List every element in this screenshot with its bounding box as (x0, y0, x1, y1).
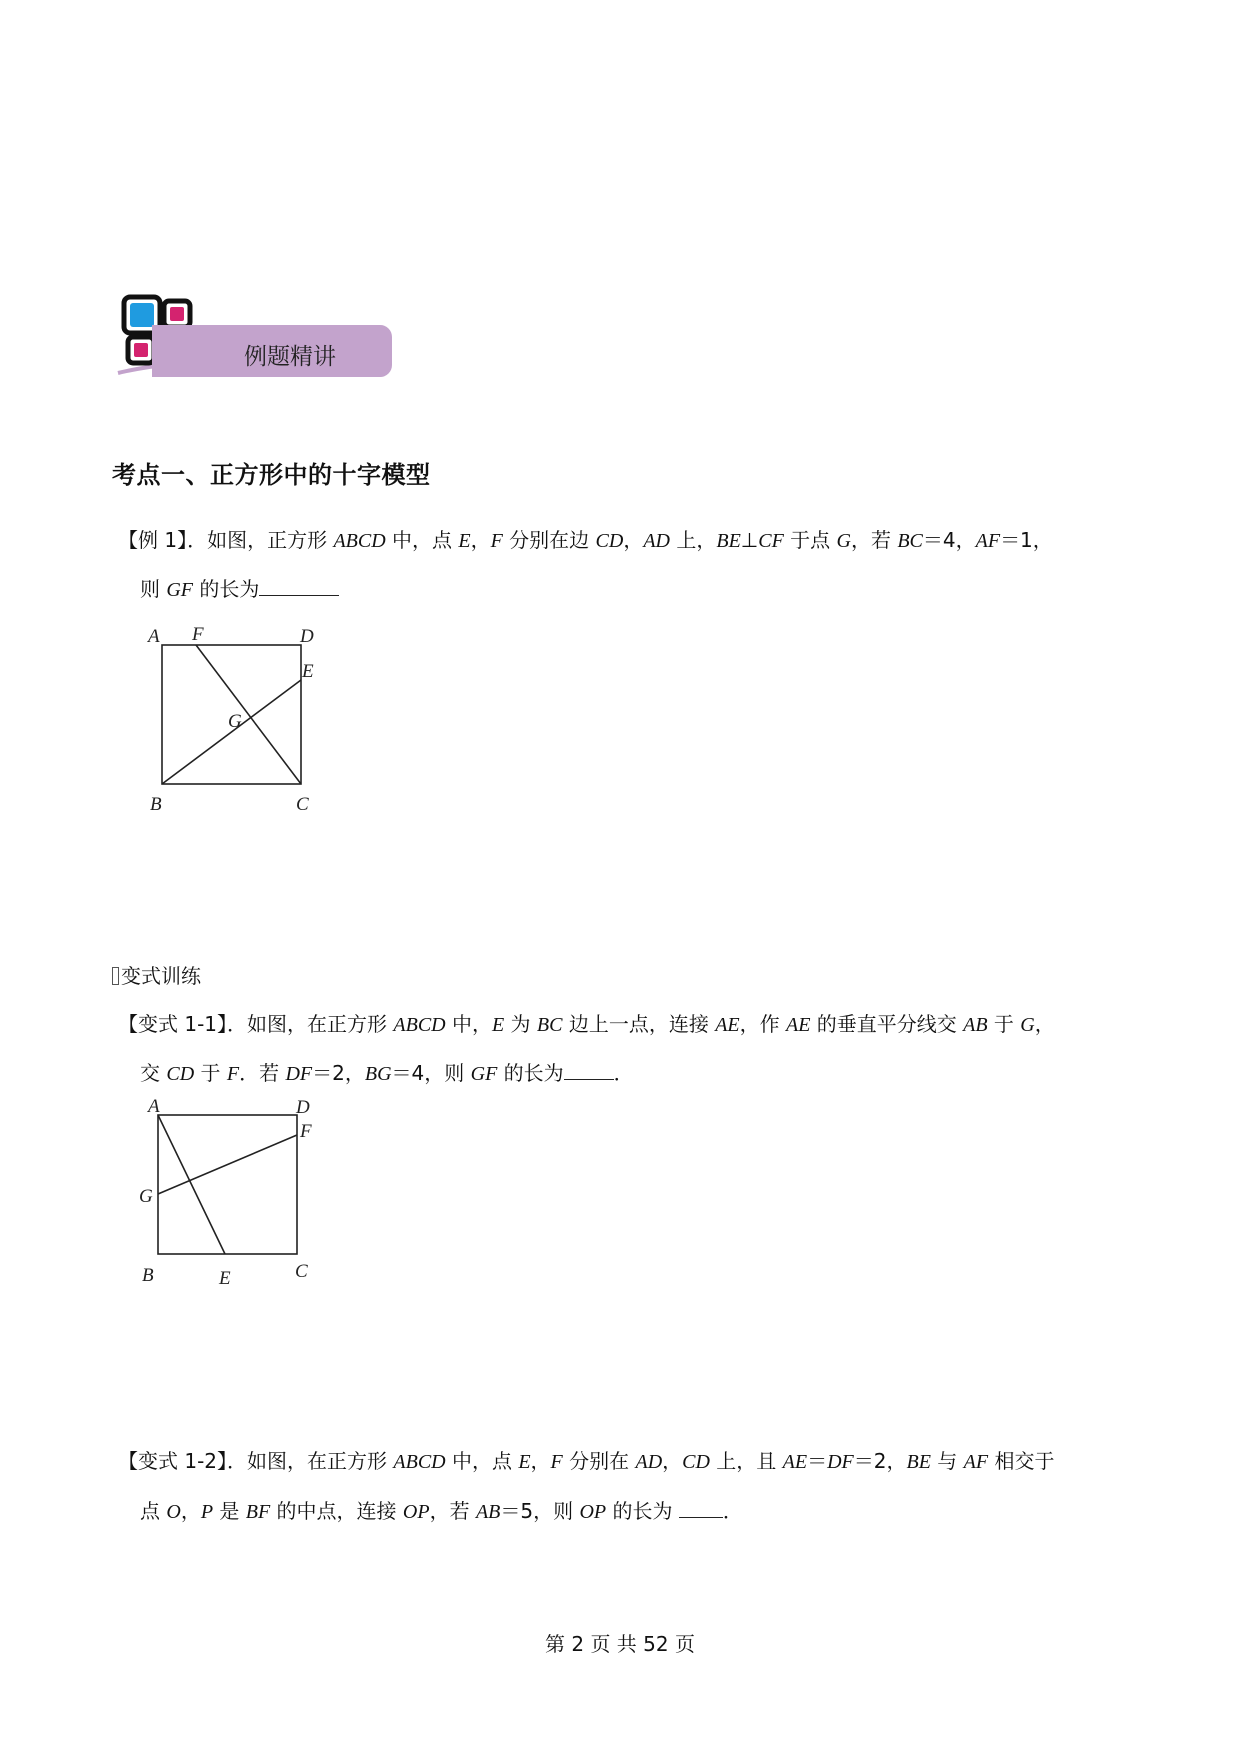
text-run: 分别在边 (502, 528, 596, 552)
text-run: ， (662, 1449, 683, 1473)
point-label-f: F (300, 1121, 312, 1142)
point-label-c: C (296, 794, 309, 815)
math-run: ABCD (393, 1014, 446, 1036)
answer-blank[interactable] (679, 1497, 723, 1518)
practice-header-text: 变式训练 (121, 964, 201, 988)
text-run: ， (1034, 1012, 1055, 1036)
text-run: 上， (670, 528, 717, 552)
math-run: E (458, 530, 471, 552)
text-run: 上，且 (709, 1449, 783, 1473)
math-run: F (550, 1451, 563, 1473)
variant1-2-line1 (118, 1446, 1054, 1477)
answer-blank[interactable] (259, 575, 339, 596)
text-run: 的长为 (606, 1499, 679, 1523)
point-label-e: E (302, 661, 314, 682)
text-run: ．若 (239, 1061, 286, 1085)
text-run: 的中点，连接 (270, 1499, 403, 1523)
point-label-e: E (219, 1268, 231, 1289)
text-run: ＝1， (1000, 528, 1053, 552)
text-run: ， (623, 528, 644, 552)
math-run: F (226, 1063, 240, 1085)
text-run: 相交于 (988, 1449, 1055, 1473)
math-run: ABCD (333, 530, 386, 552)
example1-line2 (140, 574, 339, 605)
math-run: CD (595, 530, 624, 552)
text-run: ＝4，则 (391, 1061, 471, 1085)
page-footer: 第 2 页 共 52 页 (545, 1632, 695, 1656)
text-run: ，若 (850, 528, 898, 552)
text-run: ，若 (429, 1499, 476, 1523)
topic-heading: 考点一、正方形中的十字模型 (112, 461, 431, 489)
text-run: ． (722, 1499, 743, 1523)
text-run: 点 (140, 1499, 167, 1523)
math-run: CD (166, 1063, 195, 1085)
bullet-icon (112, 967, 119, 985)
text-run: ＝2， (312, 1061, 365, 1085)
variant1-1-line1 (118, 1009, 1055, 1040)
text-run: 的长为 (193, 577, 260, 601)
math-run: BF (245, 1501, 271, 1523)
math-run: E (518, 1451, 531, 1473)
segment-gf (158, 1135, 297, 1194)
text-run: 交 (140, 1061, 167, 1085)
segment-fc (196, 645, 301, 784)
math-run: CD (682, 1451, 710, 1473)
text-run: 与 (930, 1449, 964, 1473)
math-run: AD (643, 530, 671, 552)
practice-header (112, 961, 201, 991)
section-banner (112, 297, 392, 387)
point-label-g: G (139, 1186, 153, 1207)
math-run: G (836, 530, 851, 552)
text-run: ， (530, 1449, 551, 1473)
text-run: 边上一点，连接 (562, 1012, 716, 1036)
math-run: AE (715, 1014, 740, 1036)
point-label-b: B (142, 1265, 154, 1286)
text-run: 的长为 (497, 1061, 564, 1085)
math-run: AD (635, 1451, 663, 1473)
text-run: 于点 (783, 528, 837, 552)
math-run: F (490, 530, 503, 552)
math-run: G (1020, 1014, 1035, 1036)
math-run: GF (166, 579, 194, 601)
text-run: ．如图，正方形 (187, 528, 334, 552)
math-run: OP (402, 1501, 430, 1523)
text-run: ． (613, 1061, 634, 1085)
text-run: ，作 (739, 1012, 786, 1036)
math-run: DF (285, 1063, 313, 1085)
text-run: 为 (504, 1012, 537, 1036)
math-run: AB (963, 1014, 988, 1036)
math-run: BE (716, 530, 741, 552)
point-label-d: D (296, 1097, 310, 1118)
point-label-g: G (228, 711, 242, 732)
math-run: BC (536, 1014, 563, 1036)
math-run: BC (897, 530, 923, 552)
math-run: OP (579, 1501, 607, 1523)
text-run: 分别在 (562, 1449, 636, 1473)
math-run: AE (785, 1014, 811, 1036)
math-run: E (491, 1014, 505, 1036)
math-run: AB (475, 1501, 501, 1523)
math-run: BE (906, 1451, 931, 1473)
text-run: ， (180, 1499, 201, 1523)
text-run: 则 (140, 577, 167, 601)
text-run: ＝4， (922, 528, 976, 552)
variant1-1-figure (135, 1095, 360, 1310)
text-run: 中，点 (385, 528, 459, 552)
answer-blank[interactable] (564, 1059, 614, 1080)
math-run: BG (364, 1063, 392, 1085)
text-run: ＝5，则 (500, 1499, 580, 1523)
example1-line1 (118, 525, 1053, 556)
text-run: ， (470, 528, 491, 552)
math-run: ABCD (393, 1451, 446, 1473)
math-run: AE (782, 1451, 808, 1473)
math-run: AF (963, 1451, 989, 1473)
text-run: ⊥ (740, 528, 759, 552)
example1-tag: 【例 1】 (118, 528, 188, 552)
math-run: P (200, 1501, 214, 1523)
text-run: ＝2， (853, 1449, 907, 1473)
text-run: 是 (213, 1499, 246, 1523)
math-run: O (166, 1501, 181, 1523)
banner-label: 例题精讲 (244, 344, 336, 370)
text-run: 的垂直平分线交 (810, 1012, 964, 1036)
segment-be (162, 680, 301, 784)
example1-figure (140, 615, 360, 830)
variant1-2-line2 (140, 1496, 743, 1527)
segment-ae (158, 1115, 225, 1254)
text-run: 中，点 (445, 1449, 519, 1473)
point-label-f: F (192, 624, 204, 645)
point-label-c: C (295, 1261, 308, 1282)
text-run: ．如图，在正方形 (227, 1012, 394, 1036)
text-run: ＝ (807, 1449, 828, 1473)
variant1-1-tag: 【变式 1-1】 (118, 1012, 228, 1036)
math-run: GF (470, 1063, 498, 1085)
math-run: CF (758, 530, 784, 552)
math-run: AF (975, 530, 1001, 552)
math-run: DF (827, 1451, 854, 1473)
text-run: 于 (987, 1012, 1021, 1036)
point-label-d: D (300, 626, 314, 647)
variant1-2-tag: 【变式 1-2】 (118, 1449, 228, 1473)
variant1-1-line2 (140, 1058, 634, 1089)
point-label-a: A (148, 1096, 160, 1117)
text-run: 中， (445, 1012, 492, 1036)
text-run: ．如图，在正方形 (227, 1449, 394, 1473)
point-label-a: A (148, 626, 160, 647)
point-label-b: B (150, 794, 162, 815)
text-run: 于 (194, 1061, 227, 1085)
